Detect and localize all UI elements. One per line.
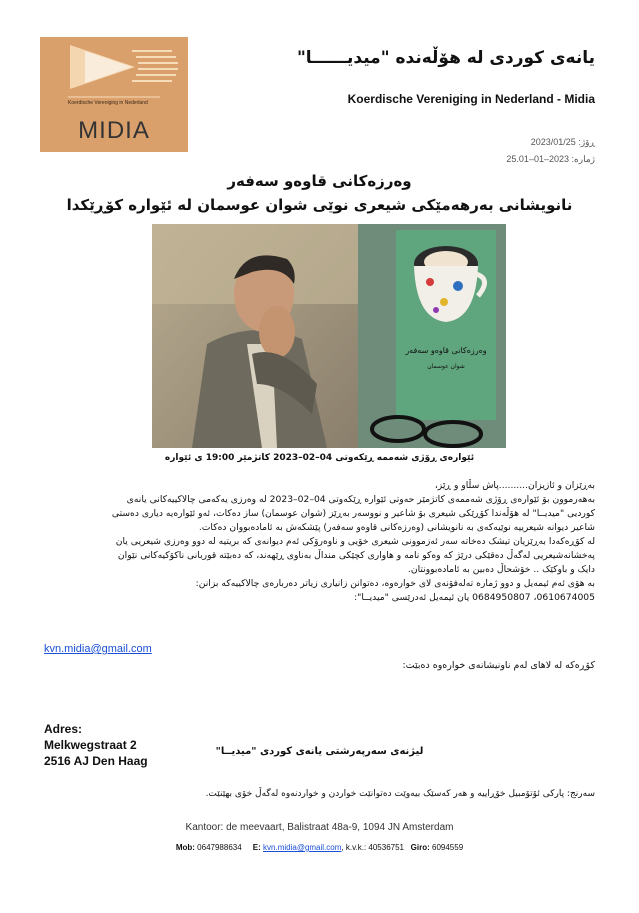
event-date-caption: ئێوارەی ڕۆژی شەممە ڕێکەوتی 04–02–2023 کاتژمێر 19:00 ی ئێوارە <box>164 453 475 463</box>
logo-wordmark: MIDIA <box>78 117 150 144</box>
email-link[interactable]: kvn.midia@gmail.com <box>44 643 152 655</box>
body-line: کوردیی "میدیــا" لە هۆڵەندا کۆڕێکی شیعری بۆ شاعیر و نووسەر بەڕێز (شوان عوسمان) ساز دەکات، ئەو ئێوارەیە دیاری دەستی <box>111 508 595 519</box>
greeting-line: بەڕێزان و ئازیزان..........پاش سڵاو و ڕێز، <box>434 480 595 491</box>
portrait-illustration <box>152 224 358 448</box>
document-reference-number: ژمارە: 2023–01–25.01 <box>506 154 595 164</box>
office-address: de meevaart, Balistraat 48a-9, 1094 JN Amsterdam <box>226 822 454 833</box>
body-line: بەهەرموون بۆ ئێوارەی ڕۆژی شەممەی کاتژمێر حەوتی ئێوارە ڕێکەوتی 04–02–2023 لە وەرزی یەکەمی چالاکییەکانی یانەی <box>126 494 595 505</box>
giro-label: Giro: <box>410 843 430 852</box>
document-date: ڕۆژ: 2023/01/25 <box>530 137 595 147</box>
book-cover-author: شوان عوسمان <box>427 363 465 370</box>
body-line: شاعیر دیوانە شیعرییە نوێیەکەی بە نانویشانی (وەرزەکانی قاوەو سەفەر) پێشکەش بە ئامادەبووان دەکات. <box>198 522 595 533</box>
contact-info-line: بە هۆی ئەم ئیمەیل و دوو ژمارە تەلەفۆنەی لای خوارەوە، دەتوانن زانیاری زیاتر دەربارەی چالاکییەکە بزانن: <box>195 578 595 589</box>
book-cover-photo <box>358 224 506 448</box>
invitation-body <box>43 479 595 605</box>
mob-label: Mob: <box>175 843 195 852</box>
kvk-number: 40536751 <box>368 843 404 852</box>
poet-portrait-photo <box>152 224 358 448</box>
phone-numbers-line: 0610674005، 0684950807 یان ئیمەیل ئەدرێسی "میدیــا": <box>354 592 595 603</box>
mob-number: 0647988634 <box>197 843 242 852</box>
org-name-dutch: Koerdische Vereniging in Nederland - Midia <box>347 92 595 106</box>
organizing-committee: لیژنەی سەرپەرشتی یانەی کوردی "میدیــا" <box>215 746 424 757</box>
body-line: پەخشانەشیعریی لەگەڵ دەقێکی درێژ کە وەکو نامە و هاواری کچێکی منداڵ بەناوی ڕێهەند، کە دەبێتە قوربانی ناکۆکیەکانی نێوان <box>117 550 595 561</box>
venue-intro-line: کۆڕەکە لە لاهای لەم ناونیشانەی خوارەوە دەبێت: <box>402 660 595 671</box>
book-cover-artwork <box>358 224 506 448</box>
footer-contact: Mob: 0647988634 E: kvn.midia@gmail.com, k.v.k.: 40536751 Giro: 6094559 <box>175 843 464 852</box>
giro-number: 6094559 <box>432 843 464 852</box>
body-line: دایک و باوکێک .. خۆشحاڵ دەبین بە ئامادەبوونتان. <box>407 564 595 575</box>
event-subtitle: نانویشانی بەرهەمێکی شیعری نوێی شوان عوسمان لە ئێوارە کۆڕێکدا <box>66 196 573 214</box>
email-label: E: <box>252 843 261 852</box>
kvk-label: k.v.k.: <box>345 843 367 852</box>
body-line: لە کۆڕەکەدا بەڕێزیان تیشک دەخاتە سەر ئەزموونی شیعری خۆیی و ناوەرۆکی ئەم دیوانەی کە بریتیە لە دوو وەرزی شیعریی یان <box>115 536 595 547</box>
address-city: 2516 AJ Den Haag <box>44 754 148 768</box>
footer-office <box>0 822 639 833</box>
midia-logo <box>40 37 188 152</box>
address-label: Adres: <box>44 722 83 736</box>
parking-note: سەرنج: پارکی ئۆتۆمبیل خۆڕاییە و هەر کەسێک بیەوێت دەتوانێت خواردن و خواردنەوە لەگەڵ خۆی بهێنێت. <box>205 789 595 799</box>
footer-email-link[interactable]: kvn.midia@gmail.com <box>263 843 342 852</box>
address-street: Melkwegstraat 2 <box>44 738 137 752</box>
logo-tagline: Koerdische Vereniging in Nederland <box>68 100 148 106</box>
book-cover-title: وەرزەکانی قاوەو سەفەر <box>405 346 487 355</box>
office-label: Kantoor: <box>185 822 224 833</box>
org-name-kurdish: یانەی کوردی لە هۆڵەندە "میدیــــــا" <box>296 48 595 68</box>
event-title: وەرزەکانی قاوەو سەفەر <box>227 172 412 190</box>
